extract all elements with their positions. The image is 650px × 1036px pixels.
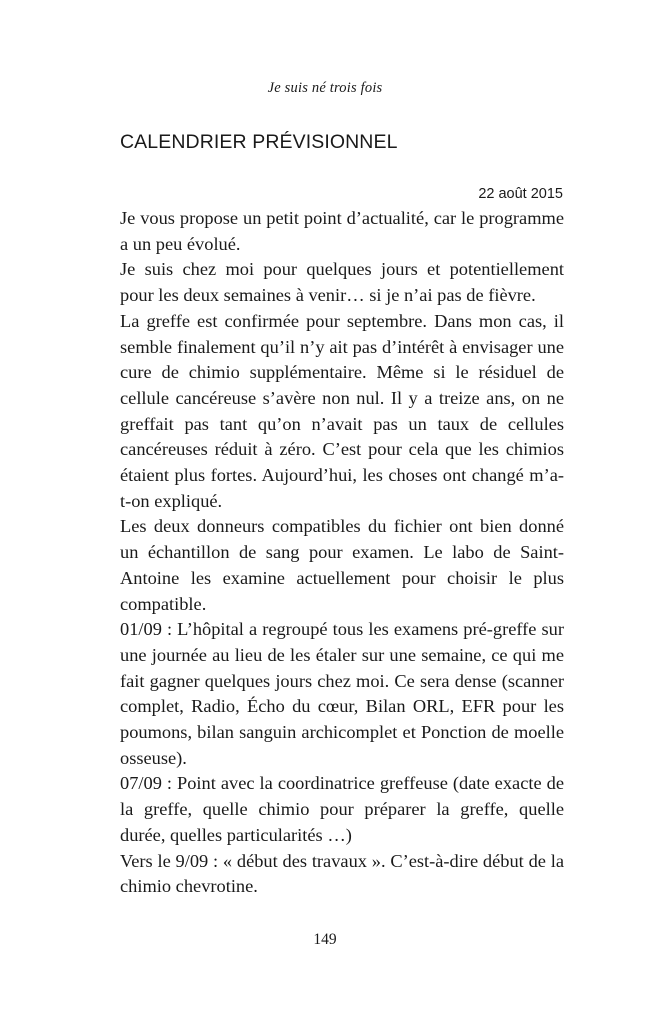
paragraph: Les deux donneurs compatibles du fichier ont bien donné un échantillon de sang pour examen. Le labo de Saint-Antoine les examine actuellement pour choisir le plus compatible. — [120, 516, 564, 614]
body-text — [120, 206, 564, 900]
paragraph: 07/09 : Point avec la coordinatrice greffeuse (date exacte de la greffe, quelle chimio pour préparer la greffe, quelle durée, quelles particularités …) — [120, 773, 564, 845]
paragraph: 01/09 : L’hôpital a regroupé tous les examens pré-greffe sur une journée au lieu de les étaler sur une semaine, ce qui me fait gagner quelques jours chez moi. Ce sera dense (scanner complet, Radio, Écho du cœur, Bilan ORL, EFR pour les poumons, bilan sanguin archicomplet et Ponction de moelle osseuse). — [120, 619, 564, 768]
paragraph: Je suis chez moi pour quelques jours et potentiellement pour les deux semaines à venir… si je n’ai pas de fièvre. — [120, 259, 564, 306]
entry-date: 22 août 2015 — [478, 186, 563, 202]
paragraph: La greffe est confirmée pour septembre. Dans mon cas, il semble finalement qu’il n’y ait pas d’intérêt à envisager une cure de chimio supplémentaire. Même si le résiduel de cellule cancéreuse s’avère non nul. Il y a treize ans, on ne greffait pas tant qu’on n’avait pas un taux de cellules cancéreuses réduit à zéro. C’est pour cela que les chimios étaient plus fortes. Aujourd’hui, les choses ont changé m’a-t-on expliqué. — [120, 310, 564, 511]
paragraph: Je vous propose un petit point d’actualité, car le programme a un peu évolué. — [120, 208, 564, 254]
running-head: Je suis né trois fois — [267, 80, 383, 96]
page-number: 149 — [313, 931, 337, 948]
chapter-title: CALENDRIER PRÉVISIONNEL — [120, 131, 398, 153]
paragraph: Vers le 9/09 : « début des travaux ». C’est-à-dire début de la chimio chevrotine. — [120, 850, 564, 897]
